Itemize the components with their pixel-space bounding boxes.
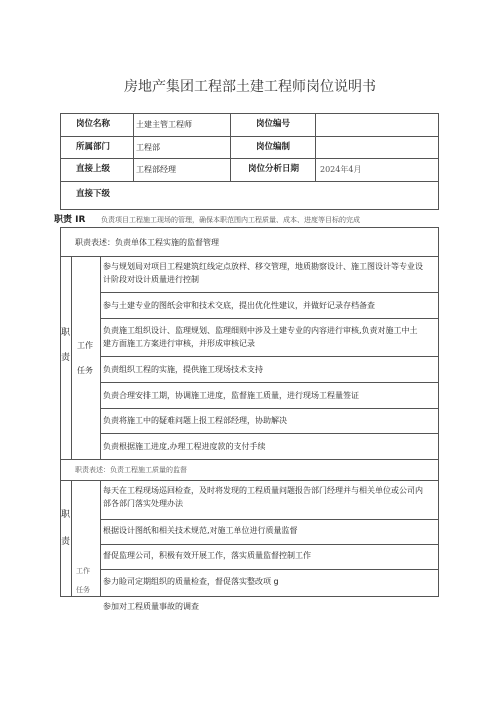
rule <box>438 459 439 596</box>
section2-task-item: 督促监理公司，积极有效开展工作，落实质量监督控制工作 <box>103 551 311 560</box>
rule <box>60 113 61 209</box>
position-name-label: 岗位名称 <box>76 119 111 129</box>
rule <box>71 480 72 596</box>
rule <box>100 318 439 319</box>
section2-task-item: 每天在工程现场巡回检查，及时将发现的工程质量问题报告部门经理并与相关单位或公司内部各部门落实处理办法 <box>103 486 423 508</box>
rule <box>100 480 101 596</box>
rule <box>100 519 439 520</box>
section1-side-label: 职 <box>61 328 71 338</box>
section1-side-label: 责 <box>61 353 71 363</box>
section2-side-label: 职 <box>61 510 71 520</box>
rule <box>100 382 439 383</box>
section1-desc: 职责表述：负责单体工程实施的监督管理 <box>75 238 219 247</box>
section2-task-item: 参加对工程质量事故的调查 <box>103 602 199 611</box>
rule <box>438 227 439 459</box>
rule <box>438 113 439 209</box>
rule <box>133 113 134 181</box>
position-no-label: 岗位编号 <box>256 119 291 129</box>
section1-task-label: 工作 <box>77 341 93 350</box>
position-name-value: 土建主管工程师 <box>136 120 192 129</box>
rule <box>60 256 439 257</box>
rule <box>71 256 72 459</box>
superior-label: 直接上级 <box>76 164 111 174</box>
subordinate-label: 直接下级 <box>76 189 111 199</box>
rule <box>60 227 61 459</box>
section1-task-item: 负责施工组织设计、监理规划、监理细则中涉及土建专业的内容进行审核,负责对施工中土建方面施工方案进行审核，并形成审核记录 <box>103 326 418 348</box>
analysis-date-value: 2024年4月 <box>320 165 362 174</box>
duty-label: 职责 IR <box>54 215 86 225</box>
section1-task-item: 负责组织工程的实施，提供施工现场技术支持 <box>103 365 263 374</box>
rule <box>100 408 439 409</box>
rule <box>60 596 439 597</box>
section2-desc: 职责表述：负责工程施工质量的监督 <box>75 466 187 474</box>
rule <box>60 181 439 182</box>
section1-task-item: 参与规划局对项目工程建筑红线定点放样、移交管理，地质勘察设计、施工图设计等专业设计阶段对设计质量进行控制 <box>103 262 423 284</box>
rule <box>230 113 231 181</box>
page-title: 房地产集团工程部土建工程师岗位说明书 <box>124 79 376 95</box>
rule <box>60 227 439 228</box>
staffing-label: 岗位编制 <box>256 142 291 152</box>
rule <box>60 113 439 114</box>
rule <box>100 569 439 570</box>
rule <box>60 209 439 210</box>
rule <box>100 256 101 459</box>
section2-side-label: 责 <box>61 537 71 547</box>
rule <box>100 433 439 434</box>
section1-task-item: 负责根据施工进度,办理工程进度款的支付手续 <box>103 442 266 451</box>
superior-value: 工程部经理 <box>136 165 176 174</box>
analysis-date-label: 岗位分析日期 <box>248 164 300 174</box>
rule <box>315 113 316 181</box>
rule <box>60 480 439 481</box>
rule <box>60 459 439 460</box>
duty-summary: 负责项目工程施工现场的管理，确保本职范围内工程质量、成本、进度等目标的完成 <box>101 216 360 224</box>
rule <box>60 158 439 159</box>
section1-task-item: 负责将施工中的疑难问题上报工程部经理，协助解决 <box>103 416 287 425</box>
section1-task-item: 参与土建专业的图纸会审和技术交底，提出优化性建议，并做好记录存档备查 <box>103 301 375 310</box>
rule <box>100 544 439 545</box>
department-value: 工程部 <box>136 143 160 152</box>
section2-task-item: 根据设计图纸和相关技术规范,对施工单位进行质量监督 <box>103 526 298 535</box>
department-label: 所属部门 <box>76 142 111 152</box>
section2-task-label: 工作 <box>76 567 90 575</box>
rule <box>100 356 439 357</box>
section1-task-label: 任务 <box>77 366 93 375</box>
section2-task-label: 任务 <box>76 586 90 594</box>
rule <box>60 459 61 596</box>
rule <box>100 292 439 293</box>
section1-task-item: 负责合理安排工期，协调施工进度，监督施工质量，进行现场工程量签证 <box>103 391 359 400</box>
section2-task-item: 参力睑司定期组织的质量检查，督促落实整改项 g <box>103 577 279 586</box>
rule <box>60 136 439 137</box>
